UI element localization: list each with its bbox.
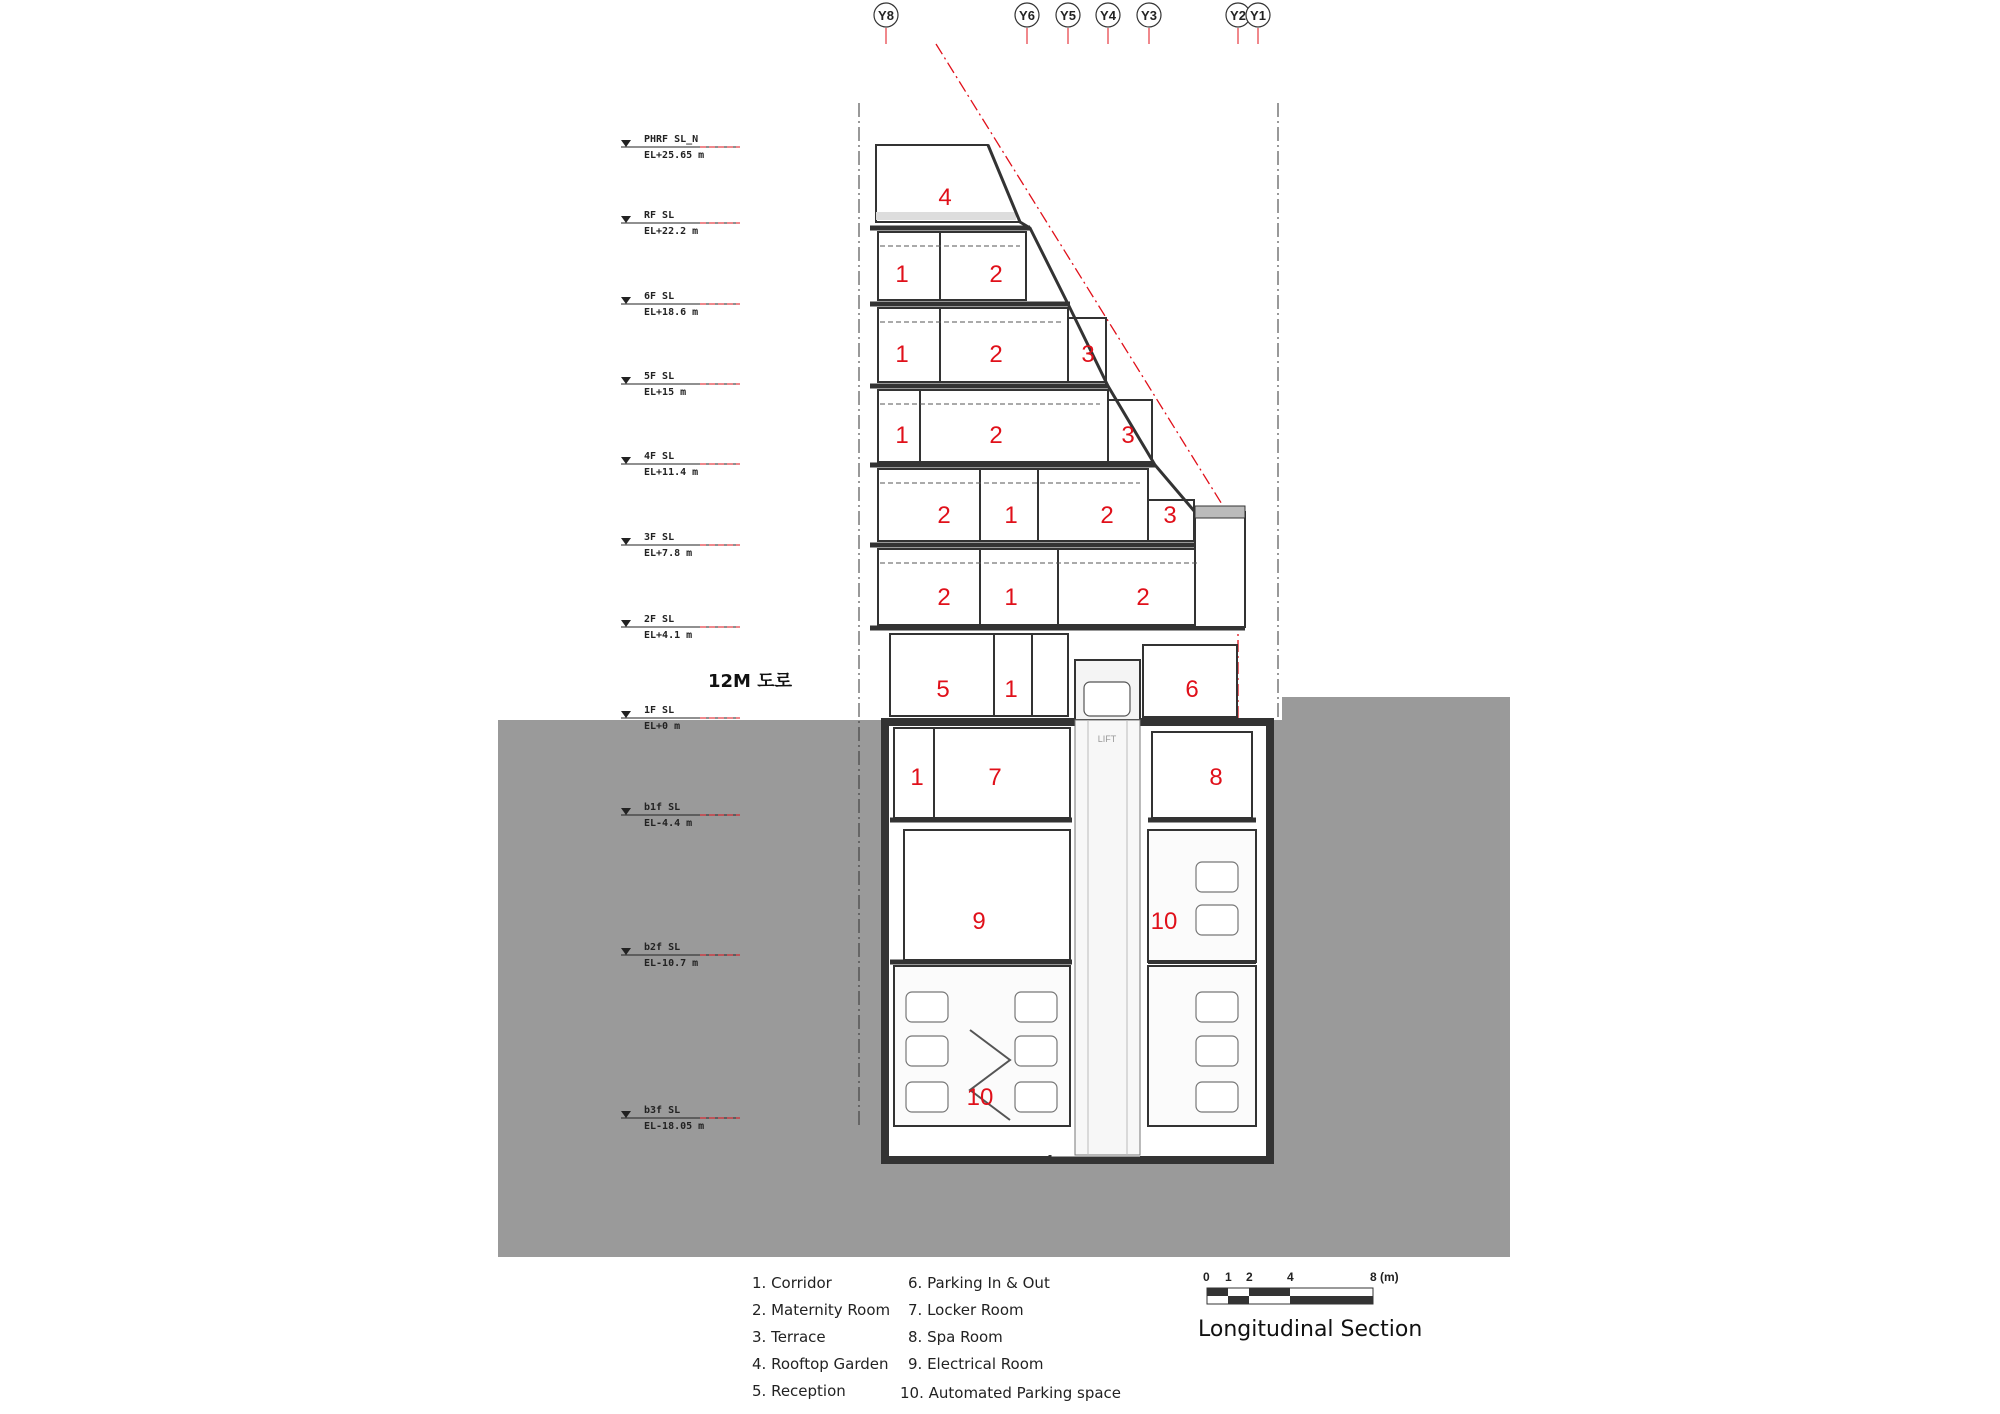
level-name: RF SL bbox=[644, 210, 675, 221]
room-number: 10 bbox=[1150, 908, 1178, 935]
level-elevation: EL-4.4 m bbox=[644, 818, 693, 829]
car-icon bbox=[1196, 1082, 1238, 1112]
building-above-ground bbox=[870, 145, 1245, 720]
room-number: 1 bbox=[910, 764, 924, 791]
legend-item: 7. Locker Room bbox=[908, 1301, 1024, 1319]
level-name: 1F SL bbox=[644, 705, 675, 716]
legend-item: 9. Electrical Room bbox=[908, 1355, 1044, 1373]
car-icon bbox=[906, 1036, 948, 1066]
level-elevation: EL+4.1 m bbox=[644, 630, 693, 641]
room-number: 2 bbox=[1136, 584, 1150, 611]
scale-tick: 8 (m) bbox=[1370, 1270, 1399, 1284]
car-icon bbox=[1196, 992, 1238, 1022]
level-elevation: EL+11.4 m bbox=[644, 467, 699, 478]
axis-y3: Y3 bbox=[1141, 8, 1157, 23]
car-icon bbox=[1196, 862, 1238, 892]
legend-item: 2. Maternity Room bbox=[752, 1301, 891, 1319]
ground-fill-right bbox=[1282, 697, 1510, 721]
scale-tick: 4 bbox=[1287, 1270, 1294, 1284]
room-number: 2 bbox=[937, 584, 951, 611]
room-number: 9 bbox=[972, 908, 986, 935]
level-elevation: EL-18.05 m bbox=[644, 1121, 705, 1132]
scale-tick: 0 bbox=[1203, 1270, 1210, 1284]
axis-y4: Y4 bbox=[1100, 8, 1116, 23]
room-number: 2 bbox=[1100, 502, 1114, 529]
level-elevation: EL+0 m bbox=[644, 721, 681, 732]
room-number: 3 bbox=[1163, 502, 1177, 529]
room-number: 2 bbox=[989, 261, 1003, 288]
level-name: 3F SL bbox=[644, 532, 675, 543]
room-number: 10 bbox=[966, 1084, 994, 1111]
axis-y6: Y6 bbox=[1019, 8, 1035, 23]
level-name: 2F SL bbox=[644, 614, 675, 625]
level-name: 5F SL bbox=[644, 371, 675, 382]
legend bbox=[752, 1274, 1121, 1402]
axis-y2: Y2 bbox=[1230, 8, 1246, 23]
legend-item: 8. Spa Room bbox=[908, 1328, 1003, 1346]
axis-y8: Y8 bbox=[878, 8, 894, 23]
level-name: 4F SL bbox=[644, 451, 675, 462]
room-number: 1 bbox=[1004, 676, 1018, 703]
scale-tick: 2 bbox=[1246, 1270, 1253, 1284]
room-number: 8 bbox=[1209, 764, 1223, 791]
car-icon bbox=[906, 1082, 948, 1112]
level-elevation: EL+25.65 m bbox=[644, 150, 705, 161]
room-number: 1 bbox=[895, 341, 909, 368]
scale-tick: 1 bbox=[1225, 1270, 1232, 1284]
legend-item: 5. Reception bbox=[752, 1382, 846, 1400]
level-elevation: EL+7.8 m bbox=[644, 548, 693, 559]
room-number: 6 bbox=[1185, 676, 1199, 703]
terrace-railing bbox=[1195, 506, 1245, 518]
room-number: 4 bbox=[938, 184, 952, 211]
level-elevation: EL+18.6 m bbox=[644, 307, 699, 318]
legend-item: 10. Automated Parking space bbox=[900, 1384, 1122, 1402]
room-number: 7 bbox=[988, 764, 1002, 791]
grid-axis-lines bbox=[886, 28, 1258, 44]
car-icon bbox=[906, 992, 948, 1022]
room-number: 2 bbox=[937, 502, 951, 529]
scale-bar bbox=[1207, 1288, 1373, 1304]
car-icon bbox=[1196, 1036, 1238, 1066]
room-number: 2 bbox=[989, 422, 1003, 449]
room-number: 1 bbox=[895, 422, 909, 449]
level-elevation: EL+15 m bbox=[644, 387, 687, 398]
car-icon bbox=[1015, 992, 1057, 1022]
legend-item: 3. Terrace bbox=[752, 1328, 826, 1346]
lift-label: LIFT bbox=[1097, 734, 1117, 744]
level-name: 6F SL bbox=[644, 291, 675, 302]
room-number: 5 bbox=[936, 676, 950, 703]
room-number: 1 bbox=[1004, 584, 1018, 611]
level-name: b1f SL bbox=[644, 802, 681, 813]
legend-item: 1. Corridor bbox=[752, 1274, 832, 1292]
room-number: 1 bbox=[1004, 502, 1018, 529]
lift-car-icon bbox=[1084, 682, 1130, 716]
level-name: PHRF SL_N bbox=[644, 134, 699, 145]
car-icon bbox=[1015, 1036, 1057, 1066]
room-number: 3 bbox=[1081, 341, 1095, 368]
legend-item: 6. Parking In & Out bbox=[908, 1274, 1050, 1292]
room-number: 3 bbox=[1121, 422, 1135, 449]
car-icon bbox=[1196, 905, 1238, 935]
level-name: b2f SL bbox=[644, 942, 681, 953]
lift-shaft bbox=[1075, 682, 1140, 1155]
car-icon bbox=[1015, 1082, 1057, 1112]
legend-item: 4. Rooftop Garden bbox=[752, 1355, 889, 1373]
room-number: 1 bbox=[895, 261, 909, 288]
road-label: 12M 도로 bbox=[708, 671, 793, 692]
level-name: b3f SL bbox=[644, 1105, 681, 1116]
level-elevation: EL-10.7 m bbox=[644, 958, 699, 969]
room-number: 2 bbox=[989, 341, 1003, 368]
axis-y1: Y1 bbox=[1250, 8, 1266, 23]
axis-y5: Y5 bbox=[1060, 8, 1076, 23]
level-elevation: EL+22.2 m bbox=[644, 226, 699, 237]
drawing-title: Longitudinal Section bbox=[1198, 1317, 1423, 1342]
